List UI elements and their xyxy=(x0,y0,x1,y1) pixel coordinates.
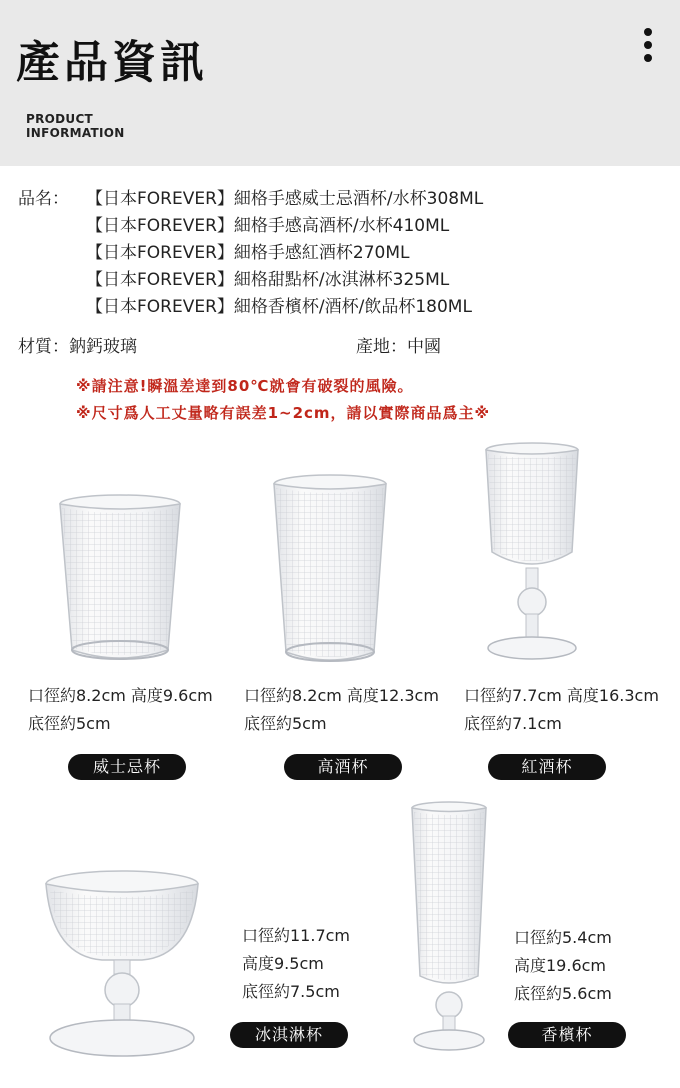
warning-note: ※請注意!瞬溫差達到80℃就會有破裂的風險。 xyxy=(76,377,414,395)
wine-glass-spec xyxy=(464,682,659,738)
page-header xyxy=(0,0,680,166)
whisky-glass-image xyxy=(52,490,188,666)
spec-line: 口徑約5.4cm xyxy=(514,928,612,947)
spec-line: 底徑約5cm xyxy=(28,714,111,733)
dessert-cup-tag: 冰淇淋杯 xyxy=(230,1022,348,1048)
warning-notes xyxy=(76,373,490,427)
whisky-glass-spec xyxy=(28,682,213,738)
highball-glass-tag: 高酒杯 xyxy=(284,754,402,780)
spec-line: 口徑約11.7cm xyxy=(242,926,351,945)
spec-line: 高度9.5cm xyxy=(242,954,324,973)
spec-line: 口徑約8.2cm 高度12.3cm xyxy=(244,686,439,705)
page-subtitle xyxy=(26,112,125,140)
warning-note: ※尺寸爲人工丈量略有誤差1~2cm，請以實際商品爲主※ xyxy=(76,404,491,422)
champagne-flute-tag: 香檳杯 xyxy=(508,1022,626,1048)
product-name-item: 【日本FOREVER】細格手感紅酒杯270ML xyxy=(86,243,410,263)
product-name-item: 【日本FOREVER】細格甜點杯/冰淇淋杯325ML xyxy=(86,270,450,290)
wine-glass-tag: 紅酒杯 xyxy=(488,754,606,780)
page-title: 產品資訊 xyxy=(16,37,208,88)
product-name-list xyxy=(18,186,483,321)
spec-line: 底徑約7.1cm xyxy=(464,714,562,733)
product-name-item: 【日本FOREVER】細格手感高酒杯/水杯410ML xyxy=(86,216,450,236)
champagne-flute-image xyxy=(408,800,490,1058)
product-name-item: 【日本FOREVER】細格手感威士忌酒杯/水杯308ML xyxy=(86,189,484,209)
wine-glass-image xyxy=(482,440,582,666)
whisky-glass-tag: 威士忌杯 xyxy=(68,754,186,780)
product-name-label: 品名： xyxy=(18,189,69,209)
dessert-cup-spec xyxy=(242,922,350,1006)
origin-text: 產地：中國 xyxy=(356,337,441,357)
spec-line: 底徑約5cm xyxy=(244,714,327,733)
product-name-item: 【日本FOREVER】細格香檳杯/酒杯/飲品杯180ML xyxy=(86,297,472,317)
spec-line: 口徑約7.7cm 高度16.3cm xyxy=(464,686,659,705)
material-text: 材質：鈉鈣玻璃 xyxy=(18,337,137,357)
highball-glass-spec xyxy=(244,682,439,738)
subtitle-line-1: PRODUCT xyxy=(26,112,94,126)
highball-glass-image xyxy=(268,470,392,668)
spec-line: 底徑約5.6cm xyxy=(514,984,612,1003)
more-vertical-icon[interactable] xyxy=(638,28,658,68)
champagne-flute-spec xyxy=(514,924,612,1008)
spec-line: 高度19.6cm xyxy=(514,956,607,975)
spec-line: 口徑約8.2cm 高度9.6cm xyxy=(28,686,213,705)
spec-line: 底徑約7.5cm xyxy=(242,982,340,1001)
dessert-cup-image xyxy=(42,868,202,1064)
subtitle-line-2: INFORMATION xyxy=(26,126,125,140)
